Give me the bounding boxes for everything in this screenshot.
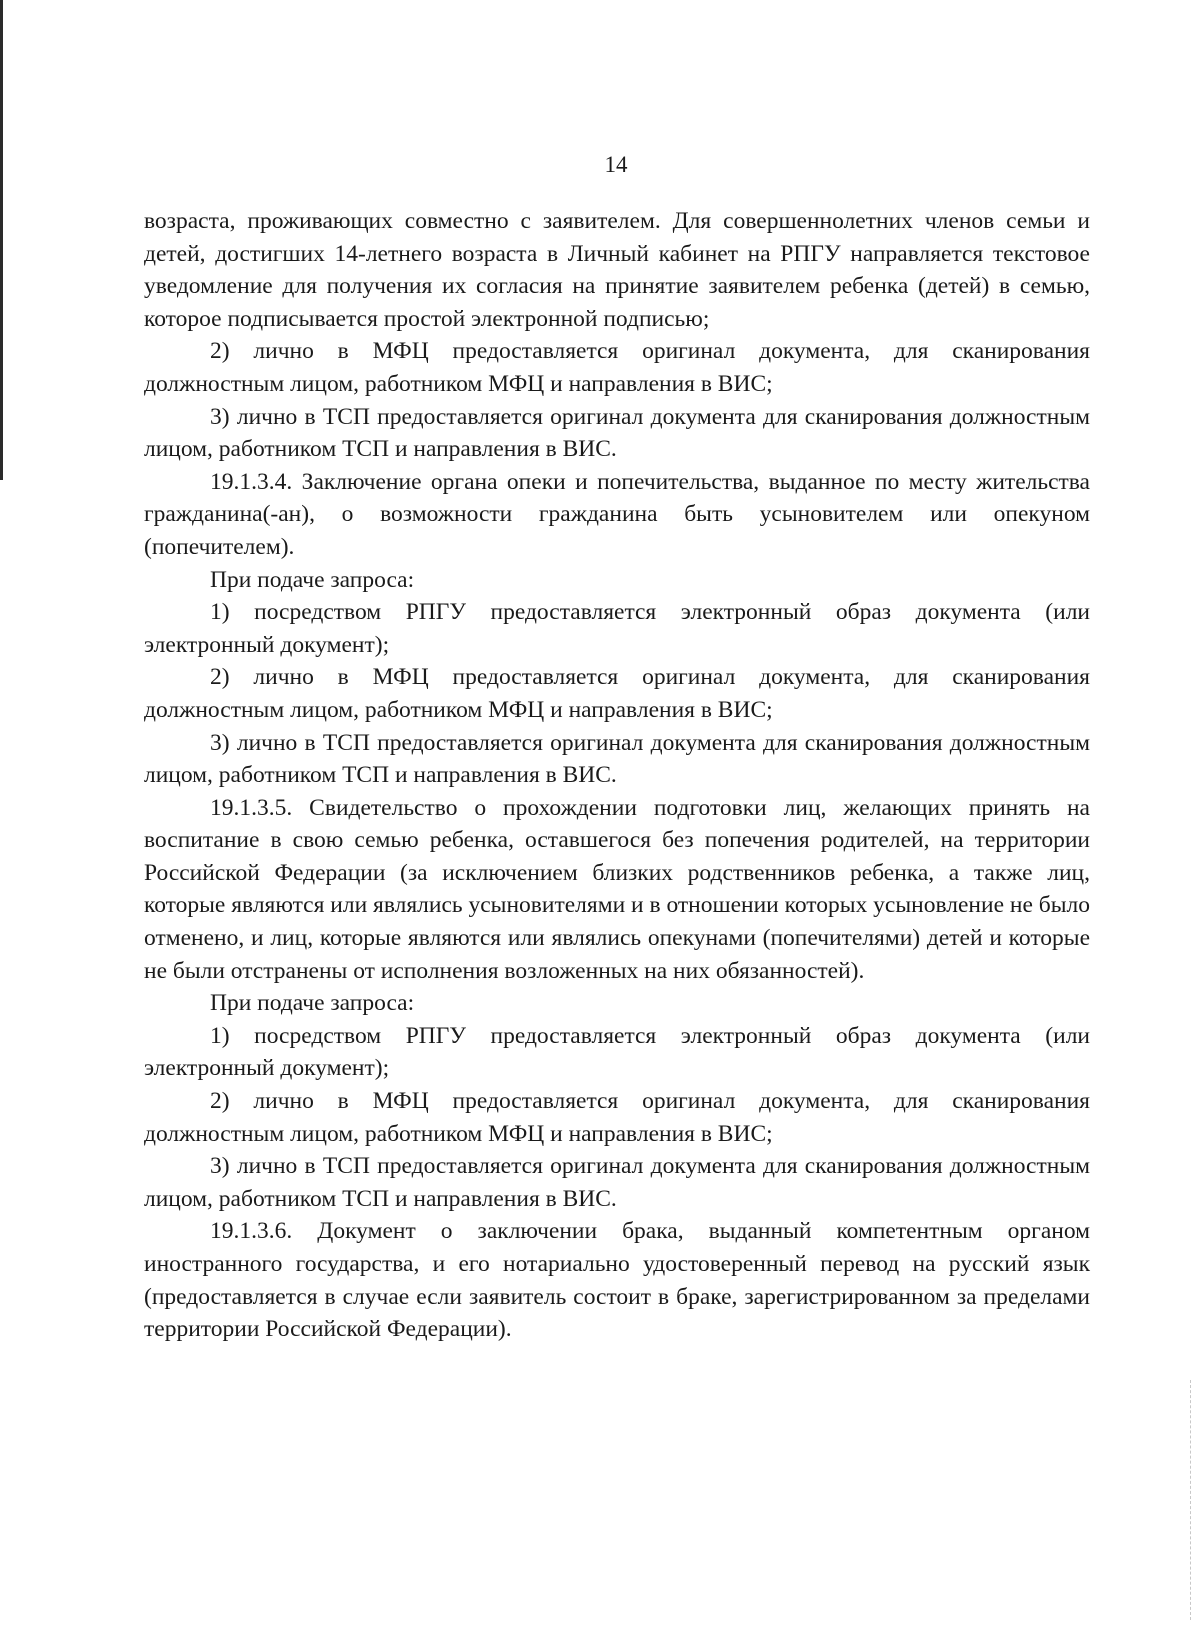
- list-item-mfc: 2) лично в МФЦ предоставляется оригинал документа, для сканирования должностным лицом, работником МФЦ и направления в ВИС;: [144, 664, 1090, 723]
- document-body: [144, 205, 1090, 1346]
- list-item-mfc: 2) лично в МФЦ предоставляется оригинал документа, для сканирования должностным лицом, работником МФЦ и направления в ВИС;: [144, 1088, 1090, 1147]
- clause-19-1-3-6: 19.1.3.6. Документ о заключении брака, выданный компетентным органом иностранного государства, и его нотариально удостоверенный перевод на русский язык (предоставляется в случае если заявитель состоит в браке, зарегистрированном за пределами территории Российской Федерации).: [144, 1218, 1090, 1343]
- list-item-tsp: 3) лично в ТСП предоставляется оригинал документа для сканирования должностным лицом, работником ТСП и направления в ВИС.: [144, 729, 1090, 789]
- scan-left-edge: [0, 0, 3, 480]
- paragraph-continuation: возраста, проживающих совместно с заявителем. Для совершеннолетних членов семьи и детей, достигших 14-летнего возраста в Личный кабинет на РПГУ направляется текстовое уведомление для получения их согласия на принятие заявителем ребенка (детей) в семью, которое подписывается простой электронной подписью;: [144, 208, 1090, 332]
- list-item-tsp: 3) лично в ТСП предоставляется оригинал документа для сканирования должностным лицом, работником ТСП и направления в ВИС.: [144, 403, 1090, 463]
- page-number: 14: [604, 152, 628, 177]
- clause-19-1-3-4: 19.1.3.4. Заключение органа опеки и попечительства, выданное по месту жительства гражданина(-ан), о возможности гражданина быть усыновителем или опекуном (попечителем).: [144, 468, 1090, 560]
- list-item-mfc: 2) лично в МФЦ предоставляется оригинал документа, для сканирования должностным лицом, работником МФЦ и направления в ВИС;: [144, 338, 1090, 397]
- request-heading: При подаче запроса:: [210, 990, 415, 1017]
- list-item-rpgu: 1) посредством РПГУ предоставляется электронный образ документа (или электронный документ);: [144, 599, 1090, 658]
- request-heading: При подаче запроса:: [210, 566, 415, 593]
- list-item-rpgu: 1) посредством РПГУ предоставляется электронный образ документа (или электронный документ);: [144, 1022, 1090, 1082]
- clause-19-1-3-5: 19.1.3.5. Свидетельство о прохождении подготовки лиц, желающих принять на воспитание в свою семью ребенка, оставшегося без попечения родителей, на территории Российской Федерации (за исключением близких родственников ребенка, а также лиц, которые являются или являлись усыновителями и в отношении которых усыновление не было отменено, и лиц, которые являются или являлись опекунами (попечителями) детей и которые не были отстранены от исполнения возложенных на них обязанностей).: [144, 794, 1090, 984]
- scan-right-edge: [1190, 1380, 1192, 1620]
- list-item-tsp: 3) лично в ТСП предоставляется оригинал документа для сканирования должностным лицом, работником ТСП и направления в ВИС.: [144, 1153, 1090, 1212]
